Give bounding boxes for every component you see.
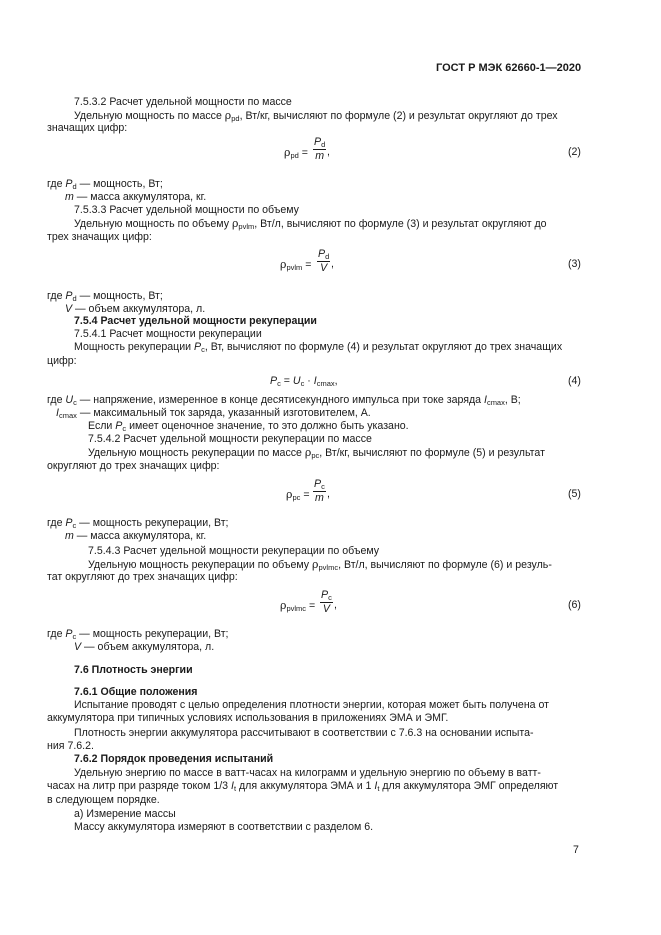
paragraph: Плотность энергии аккумулятора рассчитывают в соответствии с 7.6.3 на основании испыта-	[74, 727, 534, 739]
where-line: Icmax — максимальный ток заряда, указанный изготовителем, А.	[56, 407, 371, 420]
equation-number: (5)	[568, 488, 581, 500]
formula-2-lhs: ρpd =	[284, 146, 308, 160]
formula-6-fraction: $\frac{Pc}{V}$	[321, 589, 332, 615]
where-line: где Pc — мощность рекуперации, Вт;	[47, 517, 229, 530]
subsection-7-5-4-2-heading: 7.5.4.2 Расчет удельной мощности рекуперации по массе	[88, 433, 372, 445]
note-line: Если Pc имеет оценочное значение, то это должно быть указано.	[88, 420, 409, 433]
paragraph: тат округляют до трех значащих цифр:	[47, 571, 238, 583]
subsection-7-5-4-1-heading: 7.5.4.1 Расчет мощности рекуперации	[74, 328, 262, 340]
paragraph: Удельную мощность по объему ρpvlm, Вт/л, вычисляют по формуле (3) и результат округляют до	[74, 217, 547, 231]
paragraph: в следующем порядке.	[47, 794, 160, 806]
section-7-5-4-heading: 7.5.4 Расчет удельной мощности рекуперации	[74, 315, 317, 327]
paragraph: ния 7.6.2.	[47, 740, 94, 752]
where-line: m — масса аккумулятора, кг.	[65, 530, 207, 542]
section-7-6-heading: 7.6 Плотность энергии	[74, 664, 193, 676]
section-7-6-2-heading: 7.6.2 Порядок проведения испытаний	[74, 753, 274, 765]
paragraph: Массу аккумулятора измеряют в соответствии с разделом 6.	[74, 821, 374, 833]
list-item: а) Измерение массы	[74, 808, 176, 820]
formula-comma: ,	[327, 146, 330, 158]
where-line: m — масса аккумулятора, кг.	[65, 191, 207, 203]
where-line: где Uc — напряжение, измеренное в конце десятисекундного импульса при токе заряда Icmax, В;	[47, 394, 521, 407]
equation-number: (3)	[568, 258, 581, 270]
paragraph: Удельную мощность по массе ρpd, Вт/кг, вычисляют по формуле (2) и результат округляют до трех	[74, 109, 558, 123]
formula-3-lhs: ρpvlm =	[280, 258, 312, 272]
paragraph: Удельную мощность рекуперации по массе ρpc, Вт/кг, вычисляют по формуле (5) и результат	[88, 446, 545, 460]
formula-4: Pc = Uc · Icmax,	[270, 375, 338, 388]
section-7-6-1-heading: 7.6.1 Общие положения	[74, 686, 198, 698]
subsection-7-5-4-3-heading: 7.5.4.3 Расчет удельной мощности рекуперации по объему	[88, 545, 380, 557]
subsection-7-5-3-3-heading: 7.5.3.3 Расчет удельной мощности по объему	[74, 204, 299, 216]
paragraph: округляют до трех значащих цифр:	[47, 460, 220, 472]
paragraph: Удельную энергию по массе в ватт-часах на килограмм и удельную энергию по объему в ватт-	[74, 767, 541, 779]
page-number: 7	[573, 844, 579, 856]
paragraph: Удельную мощность рекуперации по объему ρpvlmc, Вт/л, вычисляют по формуле (6) и резуль-	[88, 558, 552, 572]
formula-comma: ,	[331, 258, 334, 270]
equation-number: (4)	[568, 375, 581, 387]
where-line: где Pc — мощность рекуперации, Вт;	[47, 628, 229, 641]
equation-number: (2)	[568, 146, 581, 158]
where-line: V — объем аккумулятора, л.	[65, 303, 206, 315]
formula-3-fraction: $\frac{Pd}{V}$	[318, 248, 330, 274]
paragraph: цифр:	[47, 355, 77, 367]
formula-2-fraction: $\frac{Pd}{m}$	[314, 136, 326, 162]
formula-5-fraction: $\frac{Pc}{m}$	[314, 478, 325, 504]
paragraph: Испытание проводят с целью определения плотности энергии, которая может быть получена от	[74, 699, 550, 711]
paragraph: трех значащих цифр:	[47, 231, 152, 243]
formula-6-lhs: ρpvlmc =	[280, 599, 316, 613]
paragraph: значащих цифр:	[47, 122, 128, 134]
paragraph: часах на литр при разряде током 1/3 It для аккумулятора ЭМА и 1 It для аккумулятора ЭМГ определяют	[47, 780, 559, 793]
document-id: ГОСТ Р МЭК 62660-1—2020	[436, 62, 582, 74]
paragraph: аккумулятора при типичных условиях использования в приложениях ЭМА и ЭМГ.	[47, 712, 449, 724]
where-line: V — объем аккумулятора, л.	[74, 641, 215, 653]
where-line: где Pd — мощность, Вт;	[47, 178, 163, 191]
formula-5-lhs: ρpc =	[286, 488, 310, 502]
where-line: где Pd — мощность, Вт;	[47, 290, 163, 303]
formula-comma: ,	[334, 599, 337, 611]
paragraph: Мощность рекуперации Pc, Вт, вычисляют по формуле (4) и результат округляют до трех значащих	[74, 341, 563, 354]
subsection-7-5-3-2-heading: 7.5.3.2 Расчет удельной мощности по массе	[74, 96, 292, 108]
equation-number: (6)	[568, 599, 581, 611]
formula-comma: ,	[327, 488, 330, 500]
